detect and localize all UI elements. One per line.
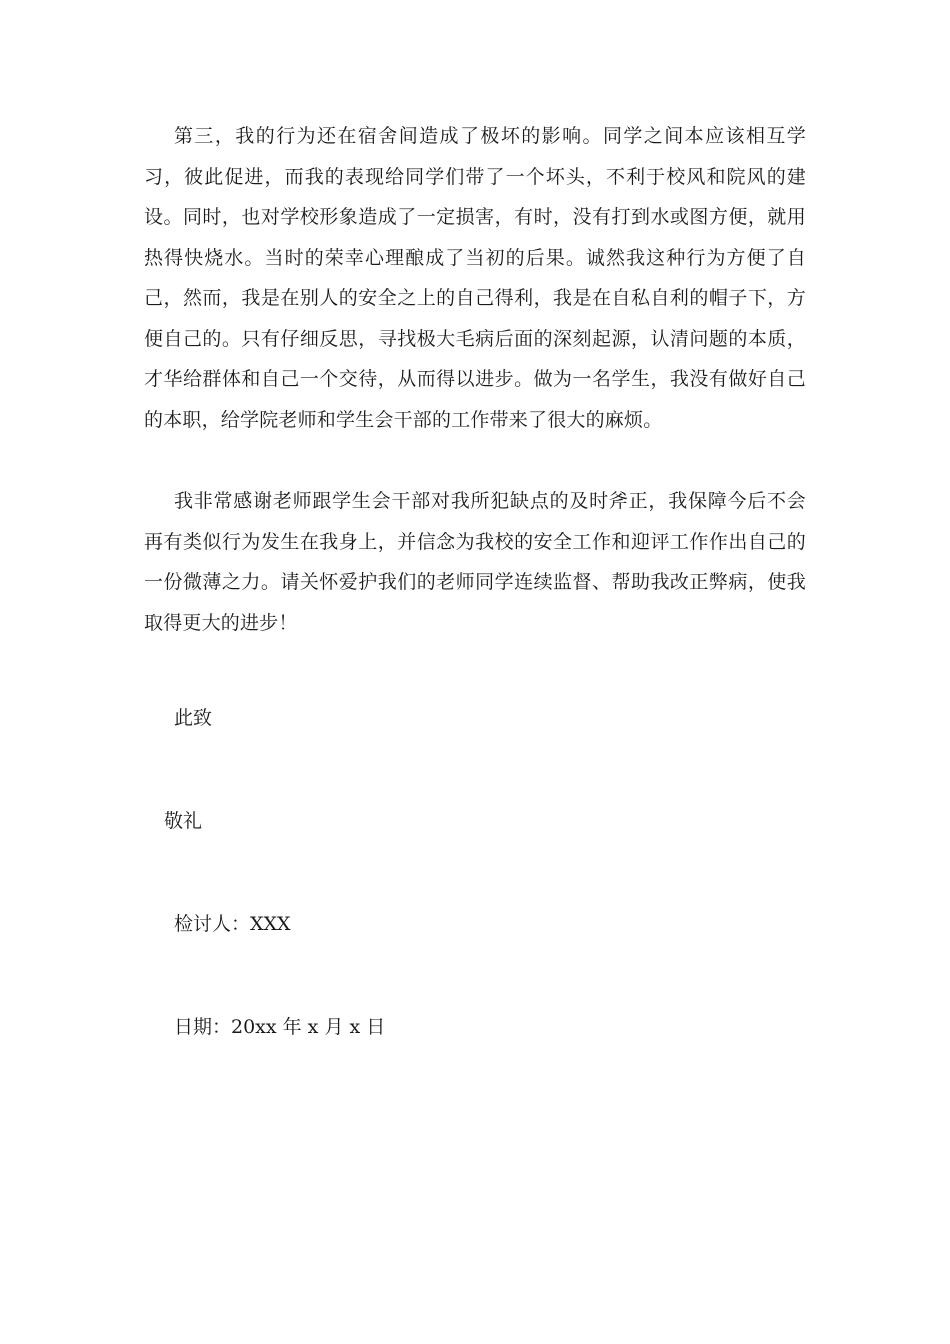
closing-regards: 敬礼: [164, 810, 203, 832]
body-paragraph-thanks: 我非常感谢老师跟学生会干部对我所犯缺点的及时斧正，我保障今后不会再有类似行为发生在我身上，并信念为我校的安全工作和迎评工作作出自己的一份微薄之力。请关怀爱护我们的老师同学连续监督、帮助我改正弊病，使我取得更大的进步！: [144, 490, 806, 634]
date-line: 日期：20xx 年 x 月 x 日: [174, 1016, 386, 1038]
author-signature: 检讨人：XXX: [174, 913, 291, 935]
body-paragraph-third-point: 第三，我的行为还在宿舍间造成了极坏的影响。同学之间本应该相互学习，彼此促进，而我的表现给同学们带了一个坏头，不利于校风和院风的建设。同时，也对学校形象造成了一定损害，有时，没有打到水或图方便，就用热得快烧水。当时的荣幸心理酿成了当初的后果。诚然我这种行为方便了自己，然而，我是在别人的安全之上的自己得利，我是在自私自利的帽子下，方便自己的。只有仔细反思，寻找极大毛病后面的深刻起源，认清问题的本质，才华给群体和自己一个交待，从而得以进步。做为一名学生，我没有做好自己的本职，给学院老师和学生会干部的工作带来了很大的麻烦。: [144, 125, 806, 431]
closing-salutation: 此致: [174, 707, 213, 729]
